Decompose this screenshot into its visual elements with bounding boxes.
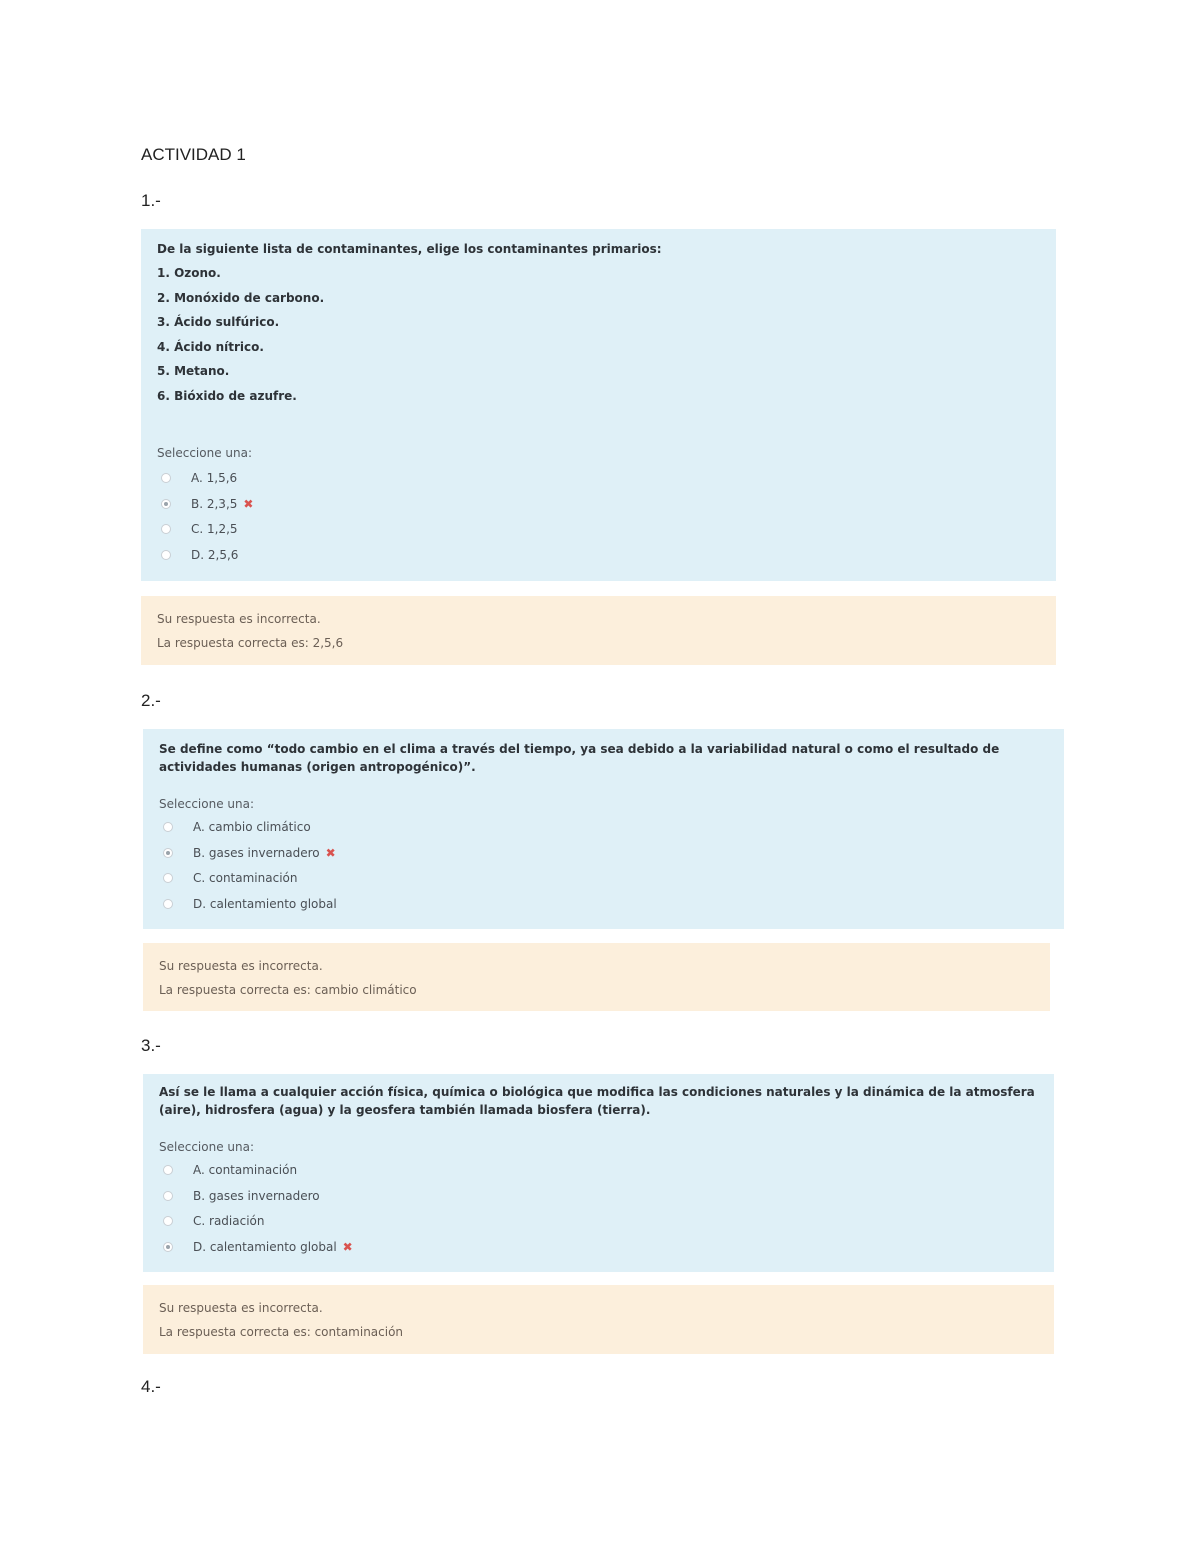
incorrect-icon: ✖ [342,1239,353,1254]
option-b[interactable] [159,840,1048,866]
question-box [143,729,1064,929]
options-list [159,1157,1038,1260]
option-label: C. contaminación [193,871,298,886]
page-title: ACTIVIDAD 1 [141,145,246,164]
feedback-box [143,1285,1054,1354]
radio-button[interactable] [163,873,173,883]
list-item: 1. Ozono. [157,266,221,280]
feedback-box [141,596,1056,665]
incorrect-icon: ✖ [243,496,254,511]
option-label: D. calentamiento global [193,1239,337,1254]
radio-button-selected[interactable] [163,1242,173,1252]
option-d[interactable] [159,1234,1038,1260]
question-box [141,229,1056,581]
radio-button[interactable] [161,550,171,560]
option-c[interactable] [159,865,1048,891]
option-b[interactable] [159,1183,1038,1209]
select-label: Seleccione una: [159,1140,254,1154]
select-label: Seleccione una: [159,797,254,811]
option-a[interactable] [159,1157,1038,1183]
list-item: 4. Ácido nítrico. [157,339,264,354]
option-label: B. 2,3,5 [191,496,238,511]
feedback-status: Su respuesta es incorrecta. [157,612,321,626]
list-item: 5. Metano. [157,364,230,378]
question-box [143,1074,1054,1272]
option-d[interactable] [159,891,1048,917]
option-label: C. radiación [193,1214,265,1229]
question-number: 4.- [141,1377,161,1396]
question-text: Así se le llama a cualquier acción física, química o biológica que modifica las condiciones naturales y la dinámica de la atmosfera (aire), hidrosfera (agua) y la geosfera también llamada biosfera (tierra). [159,1085,1035,1117]
radio-button[interactable] [163,1216,173,1226]
question-text: De la siguiente lista de contaminantes, elige los contaminantes primarios: [157,242,662,256]
question-number: 3.- [141,1036,161,1055]
feedback-status: Su respuesta es incorrecta. [159,959,323,973]
question-number: 2.- [141,691,161,710]
feedback-correct-answer: La respuesta correcta es: cambio climático [159,983,417,997]
feedback-status: Su respuesta es incorrecta. [159,1301,323,1315]
option-a[interactable] [159,814,1048,840]
option-b[interactable] [157,491,1040,517]
feedback-box [143,943,1050,1011]
option-label: C. 1,2,5 [191,522,238,537]
option-c[interactable] [159,1208,1038,1234]
option-label: B. gases invernadero [193,1188,320,1203]
option-label: D. 2,5,6 [191,547,239,562]
radio-button[interactable] [163,899,173,909]
option-a[interactable] [157,465,1040,491]
radio-button[interactable] [161,524,171,534]
option-label: B. gases invernadero [193,845,320,860]
incorrect-icon: ✖ [325,845,336,860]
option-label: D. calentamiento global [193,896,337,911]
option-label: A. 1,5,6 [191,470,238,485]
radio-button[interactable] [161,473,171,483]
option-c[interactable] [157,516,1040,542]
option-label: A. contaminación [193,1162,298,1177]
list-item: 2. Monóxido de carbono. [157,290,325,305]
options-list [157,465,1040,568]
radio-button[interactable] [163,822,173,832]
list-item: 6. Bióxido de azufre. [157,388,297,403]
question-text: Se define como “todo cambio en el clima a través del tiempo, ya sea debido a la variabilidad natural o como el resultado de actividades humanas (origen antropogénico)”. [159,742,1000,774]
question-number: 1.- [141,191,161,210]
select-label: Seleccione una: [157,446,252,460]
option-label: A. cambio climático [193,819,311,834]
radio-button-selected[interactable] [161,499,171,509]
radio-button-selected[interactable] [163,848,173,858]
radio-button[interactable] [163,1191,173,1201]
option-d[interactable] [157,542,1040,568]
list-item: 3. Ácido sulfúrico. [157,315,280,329]
feedback-correct-answer: La respuesta correcta es: 2,5,6 [157,636,344,650]
feedback-correct-answer: La respuesta correcta es: contaminación [159,1325,404,1339]
options-list [159,814,1048,917]
radio-button[interactable] [163,1165,173,1175]
